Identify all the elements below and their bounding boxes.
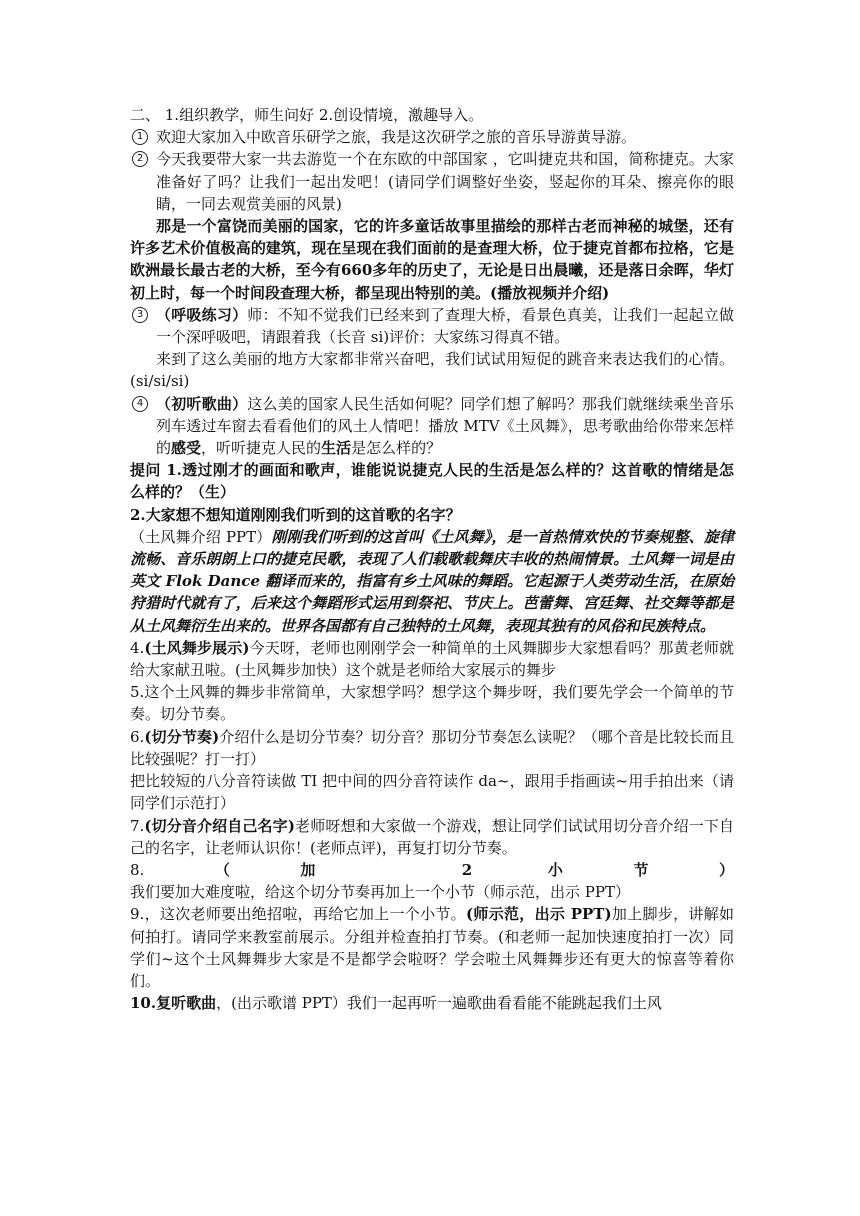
paragraph-text: 欢迎大家加入中欧音乐研学之旅，我是这次研学之旅的音乐导游黄导游。 — [156, 128, 637, 147]
paragraph-text: 9.，这次老师要出绝招啦，再给它加上一个小节。 — [130, 905, 466, 924]
list-item-1 — [130, 126, 734, 148]
circled-number: 2 — [132, 151, 148, 167]
document-page — [130, 104, 734, 1014]
paragraph-text: 师：不知不觉我们已经来到了查理大桥，看景色真美，让我们一起起立做一个深呼吸吧，请跟着我（长音 si)评价：大家练习得真不错。 — [156, 305, 734, 347]
paragraph-text: 今天呀，老师也刚刚学会一种简单的土风舞脚步大家想看吗？那黄老师就给大家献丑啦。(土风舞步加快）这个就是老师给大家展示的舞步 — [130, 638, 734, 680]
step-8 — [130, 859, 734, 903]
question-2: 2.大家想不想知道刚刚我们听到的这首歌的名字？ — [130, 505, 461, 524]
step-title: (土风舞步展示) — [144, 638, 250, 657]
question-1: 提问 1.透过刚才的画面和歌声，谁能说说捷克人民的生活是怎么样的？这首歌的情绪是怎么样的？（生） — [130, 461, 734, 502]
step-title: (切分音介绍自己名字) — [144, 816, 295, 835]
paragraph-text: 我们要加大难度啦，给这个切分节奏再加上一个小节（师示范，出示 PPT） — [130, 883, 630, 902]
step-9 — [130, 903, 734, 992]
step-6 — [130, 726, 734, 770]
step-title: 10.复听歌曲 — [130, 994, 217, 1013]
step-title: （初听歌曲） — [156, 394, 248, 413]
step-4 — [130, 637, 734, 681]
list-item-2 — [130, 148, 734, 215]
paragraph: 把比较短的八分音符读做 TI 把中间的四分音符读作 da~，跟用手指画读~用手拍出来（请同学们示范打） — [130, 772, 734, 813]
step-title: (切分节奏) — [144, 727, 220, 746]
list-item-3 — [130, 304, 734, 348]
paragraph: 来到了这么美丽的地方大家都非常兴奋吧，我们试试用短促的跳音来表达我们的心情。(si/si/si) — [130, 350, 734, 391]
paragraph-text: 加上脚步，讲解如何拍打。请同学来教室前展示。分组并检查拍打节奏。(和老师一起加快速度拍打一次）同学们~这个土风舞舞步大家是不是都学会啦呀？学会啦土风舞舞步还有更大的惊喜等着你们。 — [130, 905, 734, 990]
paragraph-text: ，(出示歌谱 PPT）我们一起再听一遍歌曲看看能不能跳起我们土风 — [216, 994, 662, 1013]
keyword: 感受 — [171, 439, 202, 458]
step-number: 6. — [130, 727, 145, 746]
step-7 — [130, 815, 734, 859]
step-title: （呼吸练习） — [156, 305, 248, 324]
step-title: （加 2 小节） — [144, 860, 734, 879]
step-5: 5.这个土风舞的舞步非常简单，大家想学吗？想学这个舞步呀，我们要先学会一个简单的节奏。切分节奏。 — [130, 683, 734, 724]
step-number: 8. — [130, 860, 145, 879]
emphasis-text: 刚刚我们听到的这首叫《土风舞》，是一首热情欢快的节奏规整、旋律流畅、音乐朗朗上口的捷克民歌，表现了人们载歌载舞庆丰收的热闹情景。土风舞一词是由英文 Flok Dance 翻译而来的，指富有乡土风味的舞蹈。它起源于人类劳动生活，在原始狩猎时代就有了，后来这个舞蹈形式运用到祭祀、节庆上。芭蕾舞、宫廷舞、社交舞等都是从土风舞衍生出来的。世界各国都有自己独特的土风舞，表现其独有的风俗和民族特点。 — [130, 527, 734, 635]
circled-number: 4 — [132, 396, 148, 412]
paragraph-text: （土风舞介绍 PPT） — [130, 527, 272, 546]
paragraph-text: ，听听捷克人民的 — [201, 439, 322, 458]
section-heading: 二、 1.组织教学，师生问好 2.创设情境，激趣导入。 — [130, 106, 484, 124]
paragraph-text: 老师呀想和大家做一个游戏，想让同学们试试用切分音介绍一下自己的名字，让老师认识你！(老师点评)，再复打切分节奏。 — [130, 816, 734, 857]
folk-dance-intro — [130, 526, 734, 637]
circled-number: 1 — [132, 129, 148, 145]
paragraph-text: 介绍什么是切分节奏？切分音？那切分节奏怎么读呢？（哪个音是比较长而且比较强呢？打一打） — [130, 727, 734, 768]
paragraph-text: 是怎么样的？ — [351, 439, 442, 458]
paragraph-text: 这么美的国家人民生活如何呢？同学们想了解吗？那我们就继续乘坐音乐列车透过车窗去看看他们的风土人情吧！播放 MTV《土风舞》，思考歌曲给你带来怎样的 — [156, 394, 734, 458]
paragraph-text: 今天我要带大家一共去游览一个在东欧的中部国家 ，它叫捷克共和国，简称捷克。大家准备好了吗？让我们一起出发吧！(请同学们调整好坐姿，竖起你的耳朵、擦亮你的眼睛，一同去观赏美丽的风景) — [156, 150, 734, 213]
circled-number: 3 — [132, 307, 148, 323]
keyword: 生活 — [321, 439, 352, 458]
list-item-4 — [130, 393, 734, 460]
step-number: 4. — [130, 638, 145, 657]
step-number: 7. — [130, 816, 145, 835]
step-10 — [130, 992, 734, 1014]
bridge-description: 那是一个富饶而美丽的国家，它的许多童话故事里描绘的那样古老而神秘的城堡，还有许多艺术价值极高的建筑，现在呈现在我们面前的是查理大桥，位于捷克首都布拉格，它是欧洲最长最古老的大桥，至今有660多年的历史了，无论是日出晨曦，还是落日余晖，华灯初上时，每一个时间段查理大桥，都呈现出特别的美。(播放视频并介绍) — [130, 217, 734, 302]
step-title: (师示范，出示 PPT) — [465, 905, 612, 924]
